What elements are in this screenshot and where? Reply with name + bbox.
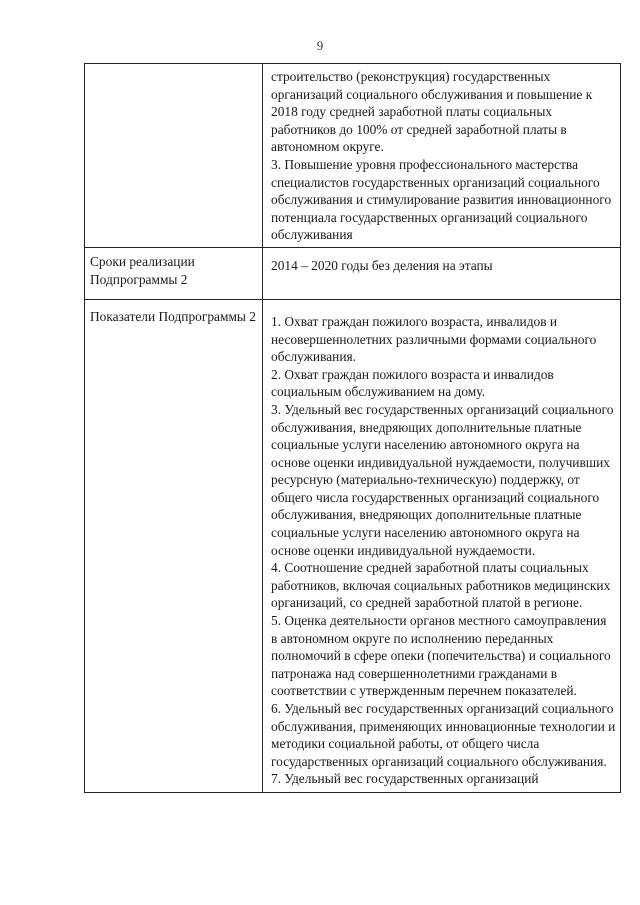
page-number: 9 bbox=[316, 38, 324, 53]
row-content bbox=[263, 64, 621, 248]
table-row bbox=[85, 64, 621, 248]
row-content bbox=[263, 299, 621, 792]
paragraph: 7. Удельный вес государственных организаций bbox=[271, 771, 539, 787]
paragraph: 1. Охват граждан пожилого возраста, инвалидов и несовершеннолетних различными формами социального обслуживания. bbox=[271, 313, 597, 365]
table-row bbox=[85, 299, 621, 792]
table-row bbox=[85, 247, 621, 299]
paragraph: 2. Охват граждан пожилого возраста и инвалидов социальным обслуживанием на дому. bbox=[271, 366, 554, 400]
paragraph: строительство (реконструкция) государственных организаций социального обслуживания и повышение к 2018 году средней заработной платы социальных работников до 100% от средней заработной платы в автономном округе. bbox=[271, 69, 593, 155]
paragraph: 5. Оценка деятельности органов местного самоуправления в автономном округе по исполнению переданных полномочий в сфере опеки (попечительства) и социального патронажа над совершеннолетними гражданами в соответствии с утвержденным перечнем показателей. bbox=[271, 613, 611, 699]
row-content bbox=[263, 247, 621, 299]
row-label: Сроки реализации Подпрограммы 2 bbox=[85, 247, 263, 299]
row-label: Показатели Подпрограммы 2 bbox=[85, 299, 263, 792]
row-label bbox=[85, 64, 263, 248]
paragraph: 2014 – 2020 годы без деления на этапы bbox=[271, 257, 493, 273]
paragraph: 3. Повышение уровня профессионального мастерства специалистов государственных организаций социального обслуживания и стимулирование развития инновационного потенциала государственных организаций социального обслуживания bbox=[271, 156, 612, 243]
subprogram-passport-table bbox=[84, 63, 621, 793]
paragraph: 4. Соотношение средней заработной платы социальных работников, включая социальных работников медицинских организаций, со средней заработной платой в регионе. bbox=[271, 560, 611, 611]
paragraph: 6. Удельный вес государственных организаций социального обслуживания, применяющих инновационные технологии и методики социальной работы, от общего числа государственных организаций социального обслуживания. bbox=[271, 701, 616, 769]
paragraph: 3. Удельный вес государственных организаций социального обслуживания, внедряющих дополнительные платные социальные услуги населению автономного округа на основе оценки индивидуальной нуждаемости, получивших ресурсную (материально-техническую) поддержку, от общего числа государственных организаций социального обслуживания, внедряющих дополнительные платные социальные услуги населению автономного округа на основе оценки индивидуальной нуждаемости. bbox=[271, 401, 614, 558]
